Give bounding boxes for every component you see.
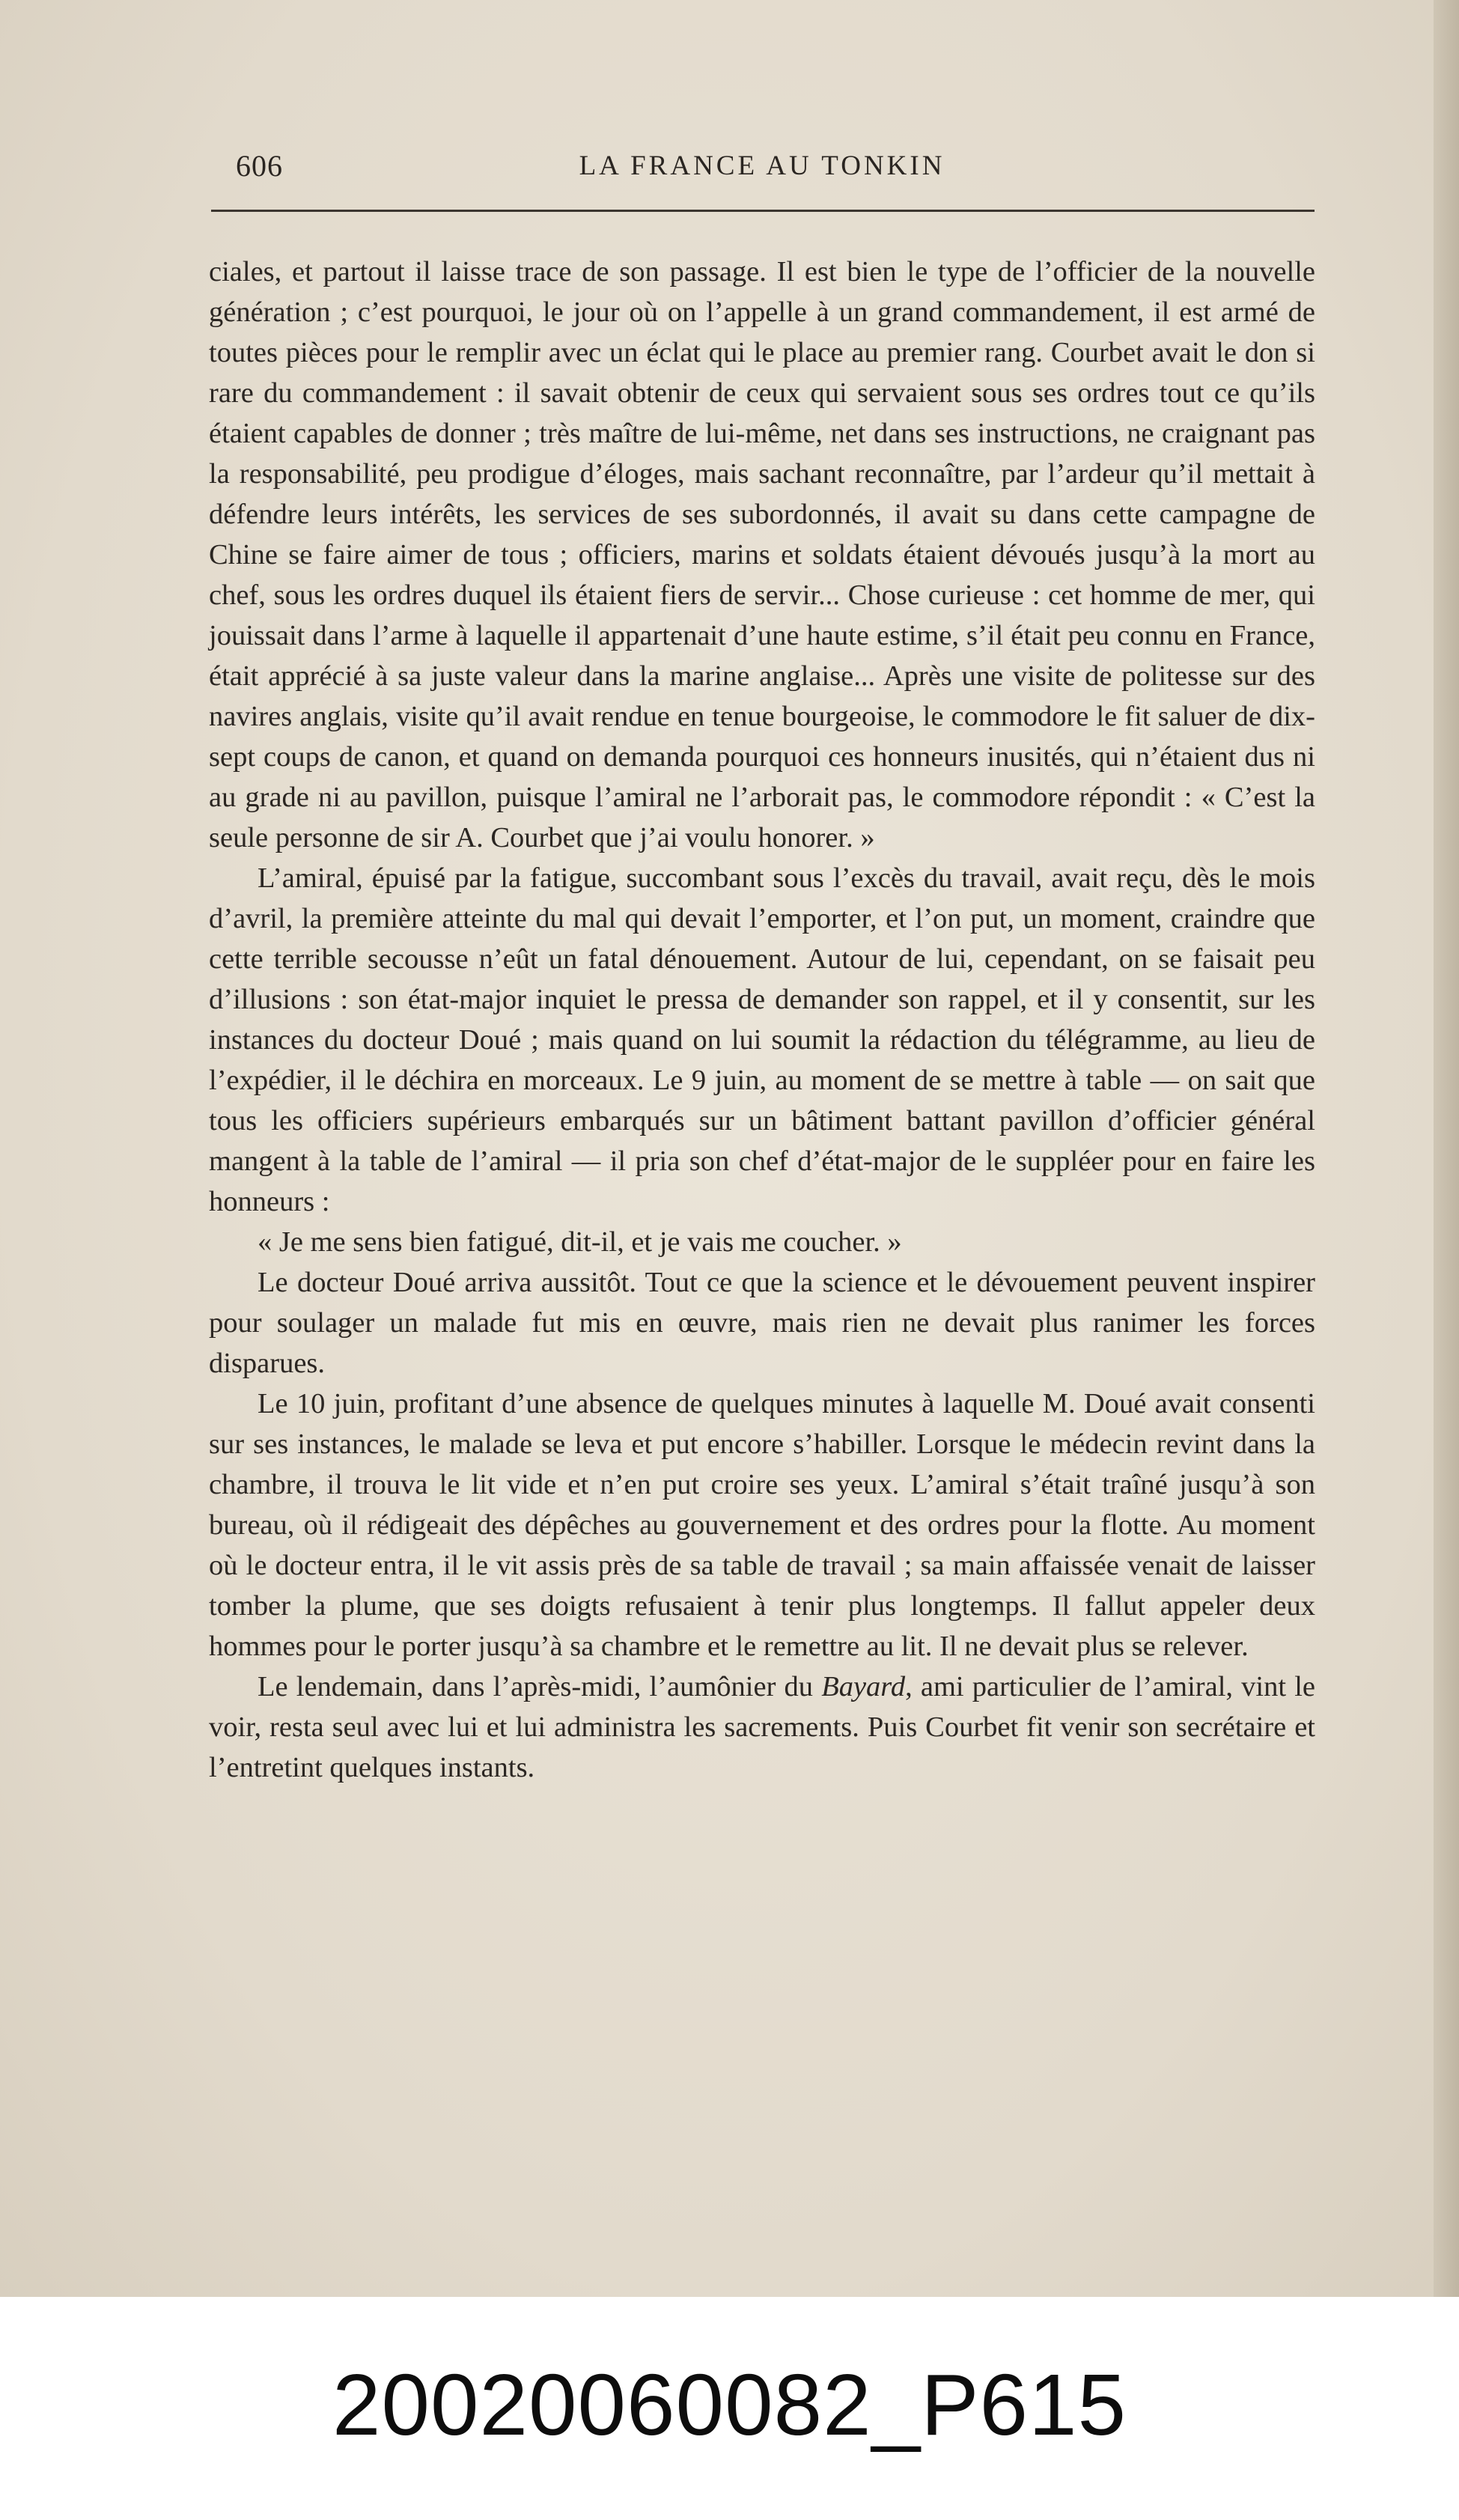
page-number: 606 [236,149,283,183]
paragraph-continuation: ciales, et partout il laisse trace de son passage. Il est bien le type de l’officier de la nouvelle génération ; c’est pourquoi, le jour où on l’appelle à un grand commandement, il est armé de toutes pièces pour le remplir avec un éclat qui le place au premier rang. Courbet avait le don si rare du commandement : il savait obtenir de ceux qui servaient sous ses ordres tout ce qu’ils étaient capables de donner ; très maître de lui-même, net dans ses instructions, ne craignant pas la responsabilité, peu prodigue d’éloges, mais sachant reconnaître, par l’ardeur qu’il mettait à défendre leurs intérêts, les services de ses subordonnés, il avait su dans cette campagne de Chine se faire aimer de tous ; officiers, marins et soldats étaient dévoués jusqu’à la mort au chef, sous les ordres duquel ils étaient fiers de servir... Chose curieuse : cet homme de mer, qui jouissait dans l’arme à laquelle il appartenait d’une haute estime, s’il était peu connu en France, était apprécié à sa juste valeur dans la marine anglaise... Après une visite de politesse sur des navires anglais, visite qu’il avait rendue en tenue bourgeoise, le commodore le fit saluer de dix-sept coups de canon, et quand on demanda pourquoi ces honneurs inusités, qui n’étaient dus ni au grade ni au pavillon, puisque l’amiral ne l’arborait pas, le commodore répondit : « C’est la seule personne de sir A. Courbet que j’ai voulu honorer. » [209,256,1315,853]
paragraph-last [209,1667,1315,1788]
quotation: « Je me sens bien fatigué, dit-il, et je vais me coucher. » [258,1226,902,1258]
running-title: LA FRANCE AU TONKIN [579,150,945,181]
page-edge-shadow [1434,0,1459,2297]
paragraph: L’amiral, épuisé par la fatigue, succombant sous l’excès du travail, avait reçu, dès le mois d’avril, la première atteinte du mal qui devait l’emporter, et l’on put, un moment, craindre que cette terrible secousse n’eût un fatal dénouement. Autour de lui, cependant, on se faisait peu d’illusions : son état-major inquiet le pressa de demander son rappel, et il y consentit, sur les instances du docteur Doué ; mais quand on lui soumit la rédaction du télégramme, au lieu de l’expédier, il le déchira en morceaux. Le 9 juin, au moment de se mettre à table — on sait que tous les officiers supérieurs embarqués sur un bâtiment battant pavillon d’officier général mangent à la table de l’amiral — il pria son chef d’état-major de le suppléer pour en faire les honneurs : [209,862,1315,1217]
body-text [209,252,1315,1788]
text-run: , ami particulier de l’amiral, vint le voir, resta seul avec lui et lui administra les sacrements. Puis Courbet fit venir son secrétaire et l’entretint quelques instants. [209,1671,1315,1783]
paragraph: Le 10 juin, profitant d’une absence de quelques minutes à laquelle M. Doué avait consenti sur ses instances, le malade se leva et put encore s’habiller. Lorsque le médecin revint dans la chambre, il trouva le lit vide et n’en put croire ses yeux. L’amiral s’était traîné jusqu’à son bureau, où il rédigeait des dépêches au gouvernement et des ordres pour la flotte. Au moment où le docteur entra, il le vit assis près de sa table de travail ; sa main affaissée venait de laisser tomber la plume, que ses doigts refusaient à tenir plus longtemps. Il fallut appeler deux hommes pour le porter jusqu’à sa chambre et le remettre au lit. Il ne devait plus se relever. [209,1388,1315,1662]
archive-id-caption: 20020060082_P615 [332,2356,1127,2453]
paragraph: Le docteur Doué arriva aussitôt. Tout ce que la science et le dévouement peuvent inspirer pour soulager un malade fut mis en œuvre, mais rien ne devait plus ranimer les forces disparues. [209,1267,1315,1379]
page-header [210,148,1315,193]
text-run: Le lendemain, dans l’après-midi, l’aumônier du [258,1671,822,1702]
ship-name: Bayard [821,1671,906,1702]
header-rule [211,210,1315,212]
